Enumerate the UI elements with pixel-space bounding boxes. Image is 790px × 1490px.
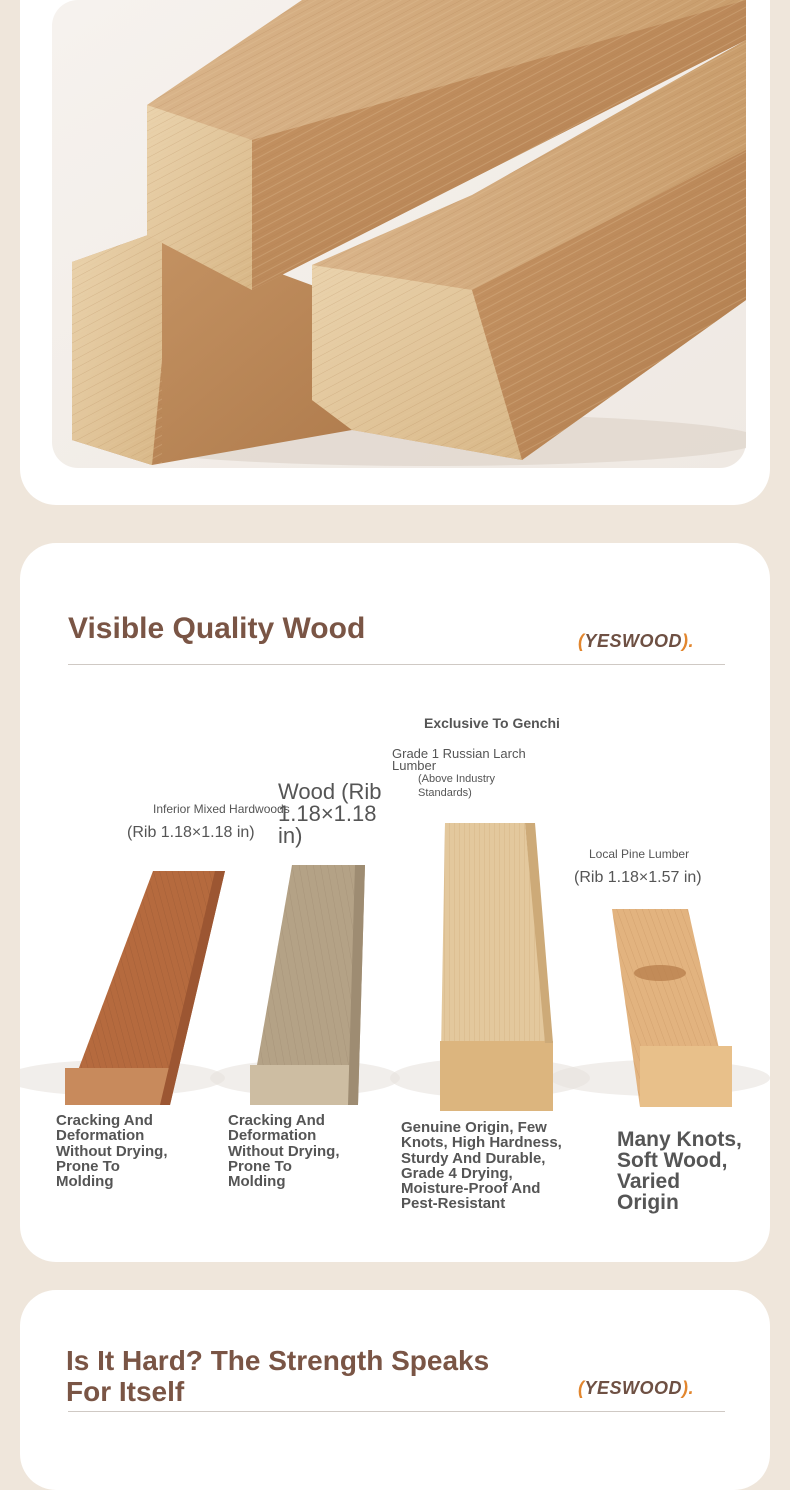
item-1-spec: (Rib 1.18×1.18 in) xyxy=(127,824,255,841)
hero-card xyxy=(20,0,770,505)
lumber-comparison xyxy=(20,813,770,1113)
item-1-desc: Cracking And Deformation Without Drying, Prone To Molding xyxy=(56,1112,168,1191)
item-4-spec: (Rib 1.18×1.57 in) xyxy=(574,869,702,886)
section-title: Is It Hard? The Strength Speaks For Itself xyxy=(66,1345,490,1407)
item-2-desc: Cracking And Deformation Without Drying, Prone To Molding xyxy=(228,1112,340,1191)
item-2-name: Wood (Rib 1.18×1.18 in) xyxy=(278,779,382,848)
item-1-name: Inferior Mixed Hardwoods xyxy=(153,802,290,816)
item-3-name: Grade 1 Russian Larch Lumber xyxy=(392,746,526,774)
strength-card xyxy=(20,1290,770,1490)
quality-card xyxy=(20,543,770,1262)
lumber-3 xyxy=(440,823,553,1111)
item-3-note: (Above Industry Standards) xyxy=(418,773,496,799)
item-3-desc: Genuine Origin, Few Knots, High Hardness, Sturdy And Durable, Grade 4 Drying, Moisture-Proof And Pest-Resistant xyxy=(401,1119,562,1213)
wood-beams-photo xyxy=(52,0,746,468)
section-title: Visible Quality Wood xyxy=(68,612,366,645)
yeswood-logo: (YESWOOD). xyxy=(578,631,695,651)
yeswood-logo: (YESWOOD). xyxy=(578,1378,695,1398)
item-3-badge: Exclusive To Genchi xyxy=(424,715,560,731)
item-4-name: Local Pine Lumber xyxy=(589,847,690,861)
item-4-desc: Many Knots, Soft Wood, Varied Origin xyxy=(617,1128,742,1214)
lumber-2 xyxy=(250,865,365,1105)
knot xyxy=(634,965,686,981)
title-divider xyxy=(68,664,725,665)
title-divider xyxy=(68,1411,725,1412)
